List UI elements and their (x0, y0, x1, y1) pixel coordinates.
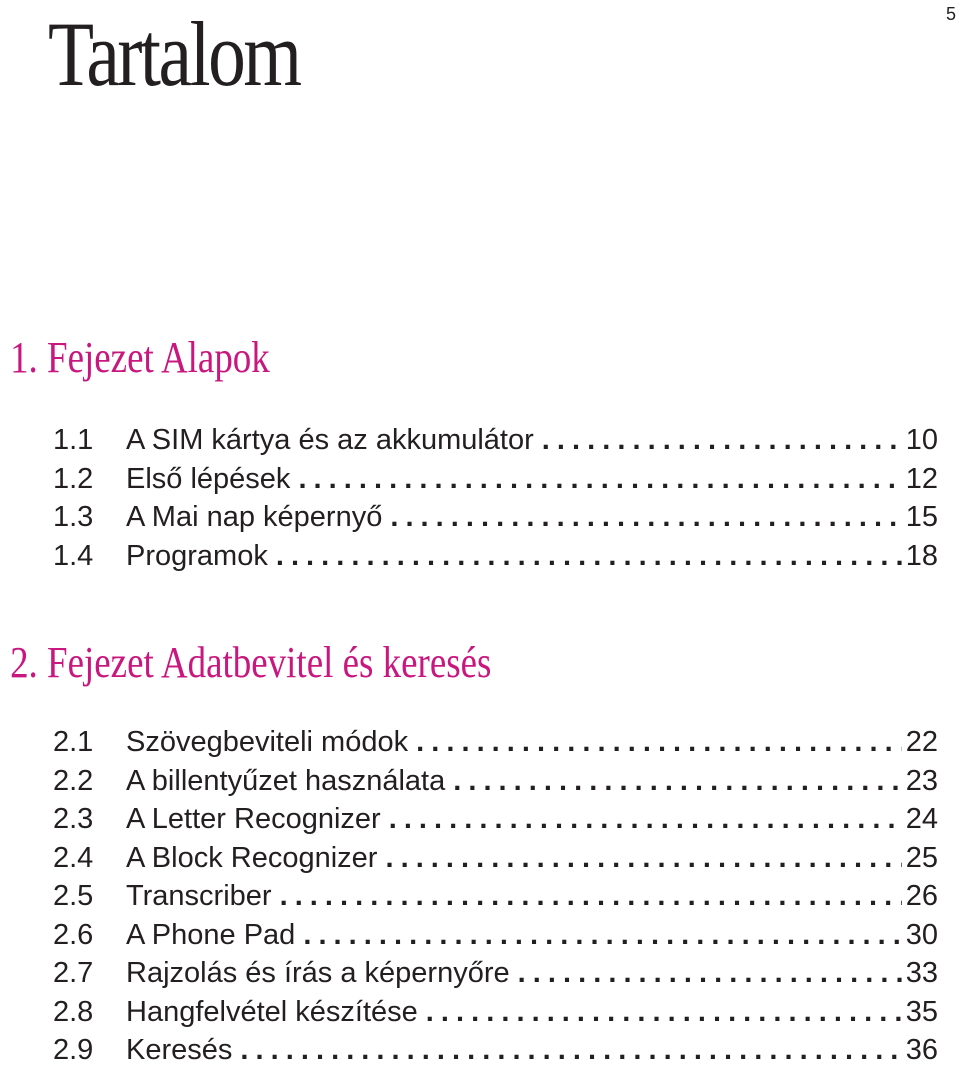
toc-entry-page: 23 (905, 764, 938, 797)
chapter-heading: 1. Fejezet Alapok (10, 333, 270, 382)
dot-leader (276, 537, 902, 576)
toc-entry-number: 2.7 (53, 957, 94, 989)
dot-leader (426, 993, 902, 1032)
dot-leader (518, 954, 902, 993)
toc-entry-title: Hangfelvétel készítése (126, 995, 418, 1028)
toc-entry-number: 2.8 (53, 995, 94, 1028)
toc-entry-number: 2.3 (53, 803, 94, 835)
toc-entry-page: 36 (905, 1034, 938, 1066)
toc-entry-page: 24 (905, 803, 938, 835)
dot-leader (240, 1031, 901, 1070)
toc-entry-page: 22 (905, 726, 938, 758)
toc-entry-number: 2.5 (53, 880, 94, 912)
chapter-1 (0, 333, 960, 575)
toc-entry[interactable] (0, 916, 960, 955)
dot-leader (416, 723, 902, 762)
toc-entry-number: 1.4 (53, 539, 94, 572)
toc-entry[interactable] (0, 723, 960, 762)
dot-leader (303, 916, 901, 955)
toc-entry[interactable] (0, 800, 960, 839)
toc-entry-number: 2.2 (53, 764, 94, 797)
toc-entry[interactable] (0, 877, 960, 916)
toc-entry-number: 2.6 (53, 918, 94, 951)
toc-entry-title: Transcriber (126, 880, 272, 912)
toc-entry[interactable] (0, 839, 960, 878)
dot-leader (298, 460, 901, 499)
toc-entry-title: A billentyűzet használata (126, 764, 446, 797)
toc-entry-number: 1.3 (53, 501, 94, 533)
chapter-heading: 2. Fejezet Adatbevitel és keresés (10, 638, 492, 687)
toc-entry-page: 12 (905, 462, 938, 495)
toc-entry-title: A Phone Pad (126, 918, 296, 951)
toc-entry-page: 35 (905, 995, 938, 1028)
toc-entry-title: A Mai nap képernyő (126, 501, 383, 533)
toc-entry-page: 33 (905, 957, 938, 989)
toc-entry-page: 10 (905, 424, 938, 456)
toc-entry[interactable] (0, 421, 960, 460)
toc-entry-title: Szövegbeviteli módok (126, 726, 409, 758)
dot-leader (385, 839, 901, 878)
chapter-2 (0, 638, 960, 1070)
toc-entry[interactable] (0, 498, 960, 537)
toc-list (0, 421, 960, 575)
page-title: Tartalom (48, 3, 300, 105)
toc-entry-title: Rajzolás és írás a képernyőre (126, 957, 510, 989)
toc-entry[interactable] (0, 993, 960, 1032)
toc-entry[interactable] (0, 460, 960, 499)
toc-list (0, 723, 960, 1070)
toc-entry-title: A Letter Recognizer (126, 803, 381, 835)
toc-entry-title: A SIM kártya és az akkumulátor (126, 424, 534, 456)
toc-entry[interactable] (0, 1031, 960, 1070)
toc-entry-page: 25 (905, 841, 938, 874)
toc-entry[interactable] (0, 537, 960, 576)
toc-entry-number: 2.4 (53, 841, 94, 874)
toc-entry-number: 2.1 (53, 726, 94, 758)
toc-entry-number: 2.9 (53, 1034, 94, 1066)
toc-entry-title: Első lépések (126, 462, 291, 495)
toc-entry-page: 15 (905, 501, 938, 533)
page-number: 5 (945, 4, 956, 24)
dot-leader (389, 800, 902, 839)
toc-entry-title: Programok (126, 539, 268, 572)
toc-entry-title: A Block Recognizer (126, 841, 378, 874)
toc-entry[interactable] (0, 954, 960, 993)
dot-leader (542, 421, 902, 460)
toc-entry-page: 30 (905, 918, 938, 951)
toc-entry-page: 18 (905, 539, 938, 572)
toc-entry-title: Keresés (126, 1034, 233, 1066)
toc-entry[interactable] (0, 762, 960, 801)
toc-entry-number: 1.2 (53, 462, 94, 495)
dot-leader (453, 762, 902, 801)
dot-leader (280, 877, 902, 916)
toc-entry-page: 26 (905, 880, 938, 912)
toc-entry-number: 1.1 (53, 424, 94, 456)
dot-leader (390, 498, 901, 537)
